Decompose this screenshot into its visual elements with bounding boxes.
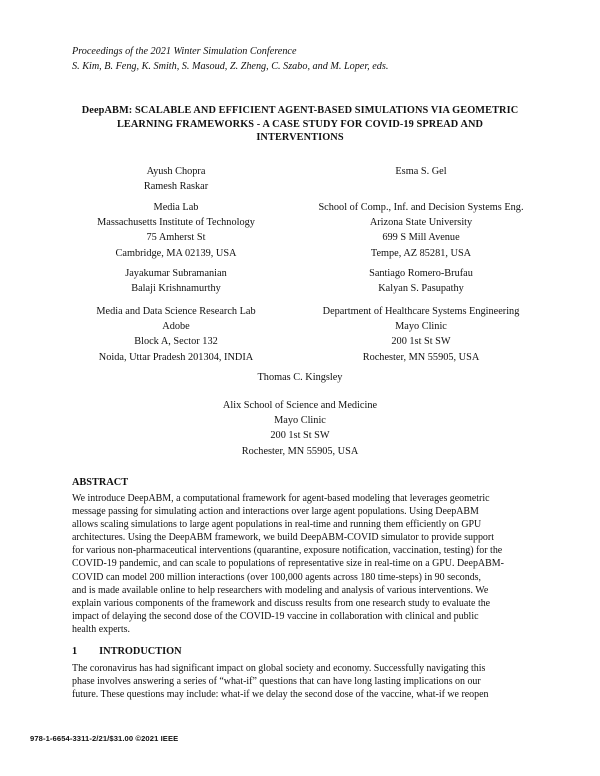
affiliation-line: Arizona State University [369,217,473,229]
affiliation-line: 200 1st St SW [391,336,451,348]
affiliation-line: Rochester, MN 55905, USA [362,351,480,363]
abstract-body [72,492,530,636]
abstract-line: health experts. [72,623,130,635]
abstract-line: allows scaling simulations to large agent populations in real-time and running them efficiently on GPU [72,519,482,531]
introduction-heading [72,646,182,657]
author-names-romero-pasupathy [296,266,546,296]
title-line-3: INTERVENTIONS [256,132,344,143]
introduction-body [72,662,530,701]
author-names-gel [296,164,546,179]
author-names-kingsley [150,370,450,385]
author-name: Jayakumar Subramanian [125,268,227,279]
affiliation-mayo-hse [296,304,546,365]
affiliation-mayo-alix [150,398,450,459]
abstract-line: impact of delaying the second dose of the COVID-19 vaccine in collaboration with clinical and public [72,610,479,622]
affiliation-line: Department of Healthcare Systems Engineering [322,306,520,317]
abstract-line: We introduce DeepABM, a computational framework for agent-based modeling that leverages geometric [72,493,490,504]
copyright-footer: 978-1-6654-3311-2/21/$31.00 ©2021 IEEE [30,734,179,743]
conference-name: Proceedings of the 2021 Winter Simulation Conference [72,46,297,57]
affiliation-line: School of Comp., Inf. and Decision Systems Eng. [318,202,524,213]
title-line-2: LEARNING FRAMEWORKS - A CASE STUDY FOR COVID-19 SPREAD AND [116,118,484,130]
affiliation-line: Cambridge, MA 02139, USA [115,247,237,259]
affiliation-line: Alix School of Science and Medicine [222,400,378,411]
introduction-line: future. These questions may include: what-if we delay the second dose of the vaccine, what-if we reopen [72,689,489,701]
abstract-line: for various non-pharmaceutical interventions (quarantine, exposure notification, vaccination, testing) for the [72,545,503,557]
affiliation-line: Block A, Sector 132 [134,336,218,348]
affiliation-line: 699 S Mill Avenue [382,232,460,244]
section-number: 1 [72,646,78,657]
affiliation-line: 75 Amherst St [146,232,206,244]
affiliation-asu [296,200,546,261]
affiliation-adobe [60,304,292,365]
abstract-heading: ABSTRACT [72,477,129,488]
introduction-line: The coronavirus has had significant impact on global society and economy. Successfully navigating this [72,663,486,674]
affiliation-line: Adobe [162,321,190,333]
author-name: Ramesh Raskar [143,181,209,193]
paper-title [72,104,528,145]
author-names-subramanian-krishnamurthy [60,266,292,296]
affiliation-line: Tempe, AZ 85281, USA [370,247,472,259]
author-name: Ayush Chopra [146,166,206,177]
affiliation-mit [60,200,292,261]
abstract-line: explain various components of the framework and discuss results from one research study to evaluate the [72,597,491,609]
affiliation-line: Noida, Uttar Pradesh 201304, INDIA [98,351,254,363]
author-name: Thomas C. Kingsley [257,372,343,383]
abstract-line: and is made available online to help researchers with modeling and analysis of various interventions. We [72,584,489,596]
author-name: Esma S. Gel [395,166,447,177]
affiliation-line: Media Lab [153,202,199,213]
introduction-line: phase involves answering a series of “what-if” questions that can have long lasting implications on our [72,676,481,688]
affiliation-line: 200 1st St SW [270,430,330,442]
abstract-line: message passing for simulating action and interactions over large agent populations. Using DeepABM [72,506,479,518]
affiliation-line: Media and Data Science Research Lab [96,306,256,317]
affiliation-line: Mayo Clinic [274,415,326,427]
title-line-1: DeepABM: SCALABLE AND EFFICIENT AGENT-BASED SIMULATIONS VIA GEOMETRIC [81,105,519,116]
author-names-chopra-raskar [60,164,292,194]
abstract-line: COVID-19 pandemic, and can scale to populations of representative size in real-time on a GPU. DeepABM- [72,558,504,570]
author-name: Balaji Krishnamurthy [131,283,221,295]
author-name: Kalyan S. Pasupathy [378,283,464,295]
section-title: INTRODUCTION [99,646,182,657]
affiliation-line: Mayo Clinic [395,321,447,333]
author-name: Santiago Romero-Brufau [369,268,473,279]
editors-line: S. Kim, B. Feng, K. Smith, S. Masoud, Z. Zheng, C. Szabo, and M. Loper, eds. [72,61,389,72]
affiliation-line: Rochester, MN 55905, USA [241,445,359,457]
proceedings-header [72,44,542,74]
abstract-line: architectures. Using the DeepABM framework, we build DeepABM-COVID simulator to provide support [72,532,494,544]
abstract-line: COVID can model 200 million interactions (over 100,000 agents across 180 time-steps) in 90 seconds, [72,571,482,583]
affiliation-line: Massachusetts Institute of Technology [97,217,255,229]
